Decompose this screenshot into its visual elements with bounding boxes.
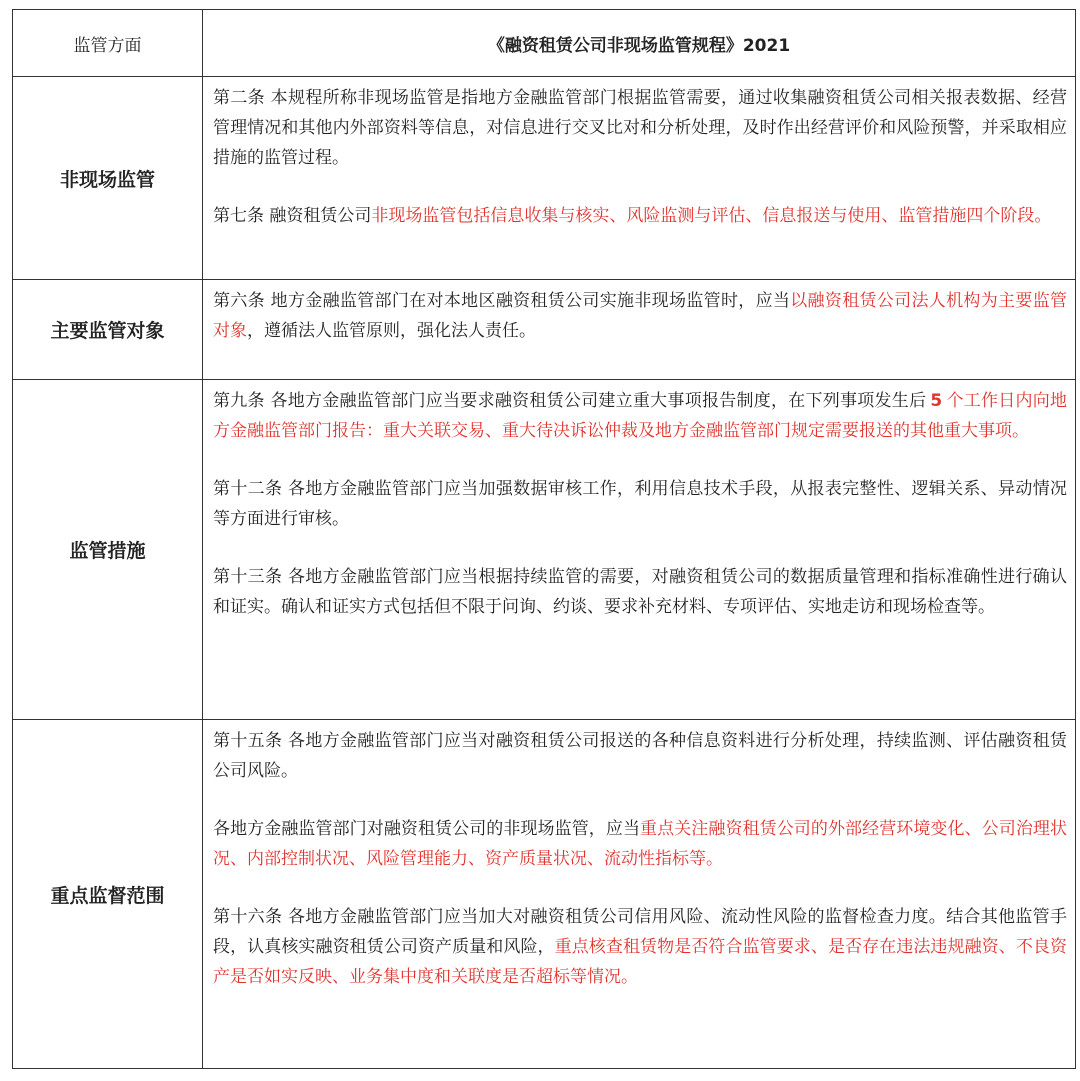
table-row <box>13 77 1076 280</box>
aspect-column-header: 监管方面 <box>13 10 203 77</box>
provision-text: 第十五条 各地方金融监管部门应当对融资租赁公司报送的各种信息资料进行分析处理，持续监测、评估融资租赁公司风险。 <box>213 731 1067 781</box>
aspect-label: 主要监管对象 <box>13 280 203 380</box>
provision-paragraph <box>213 286 1067 346</box>
regulation-table-wrapper <box>12 9 1075 1067</box>
highlighted-text: 以融资租赁公司法人机构为主要监管对象 <box>213 291 1068 341</box>
provision-paragraph <box>213 562 1067 622</box>
provision-text: 各地方金融监管部门对融资租赁公司的非现场监管，应当 <box>213 819 641 839</box>
provision-text: 第十三条 各地方金融监管部门应当根据持续监管的需要，对融资租赁公司的数据质量管理和指标准确性进行确认和证实。确认和证实方式包括但不限于问询、约谈、要求补充材料、专项评估、实地走访和现场检查等。 <box>213 567 1067 617</box>
provision-text: 第二条 本规程所称非现场监管是指地方金融监管部门根据监管需要，通过收集融资租赁公司相关报表数据、经营管理情况和其他内外部资料等信息，对信息进行交叉比对和分析处理，及时作出经营评价和风险预警，并采取相应措施的监管过程。 <box>213 88 1067 168</box>
provision-text: 第十二条 各地方金融监管部门应当加强数据审核工作，利用信息技术手段，从报表完整性、逻辑关系、异动情况等方面进行审核。 <box>213 479 1067 529</box>
aspect-label: 监管措施 <box>13 380 203 720</box>
highlighted-text: 重点关注融资租赁公司的外部经营环境变化、公司治理状况、内部控制状况、风险管理能力、资产质量状况、流动性指标等。 <box>213 819 1068 869</box>
aspect-label: 非现场监管 <box>13 77 203 280</box>
provision-text: 第十六条 各地方金融监管部门应当加大对融资租赁公司信用风险、流动性风险的监督检查力度。结合其他监管手段，认真核实融资租赁公司资产质量和风险， <box>213 907 1067 957</box>
paragraph-gap <box>213 446 1067 474</box>
highlighted-text: 重点核查租赁物是否符合监管要求、是否存在违法违规融资、不良资产是否如实反映、业务集中度和关联度是否超标等情况。 <box>213 937 1068 987</box>
highlighted-text: 个工作日内向地方金融监管部门报告：重大关联交易、重大待决诉讼仲裁及地方金融监管部门规定需要报送的其他重大事项。 <box>213 391 1068 441</box>
provision-cell <box>203 380 1076 720</box>
regulation-table <box>12 9 1076 1069</box>
aspect-label: 重点监督范围 <box>13 720 203 1069</box>
table-row <box>13 720 1076 1069</box>
paragraph-gap <box>213 786 1067 814</box>
table-row <box>13 380 1076 720</box>
provision-paragraph <box>213 201 1067 231</box>
provision-text: 第七条 融资租赁公司 <box>213 206 372 226</box>
provision-paragraph <box>213 814 1067 874</box>
table-header-row <box>13 10 1076 77</box>
paragraph-gap <box>213 874 1067 902</box>
provision-cell <box>203 77 1076 280</box>
paragraph-gap <box>213 534 1067 562</box>
regulation-title-header: 《融资租赁公司非现场监管规程》2021 <box>203 10 1076 77</box>
table-row <box>13 280 1076 380</box>
provision-paragraph <box>213 726 1067 786</box>
paragraph-gap <box>213 173 1067 201</box>
provision-paragraph <box>213 474 1067 534</box>
provision-cell <box>203 720 1076 1069</box>
provision-paragraph <box>213 902 1067 992</box>
highlighted-text: 5 <box>930 391 943 411</box>
highlighted-text: 非现场监管包括信息收集与核实、风险监测与评估、信息报送与使用、监管措施四个阶段。 <box>371 206 1052 226</box>
provision-paragraph <box>213 386 1067 446</box>
provision-paragraph <box>213 83 1067 173</box>
provision-text: ，遵循法人监管原则，强化法人责任。 <box>247 321 536 341</box>
provision-text: 第六条 地方金融监管部门在对本地区融资租赁公司实施非现场监管时，应当 <box>213 291 791 311</box>
provision-text: 第九条 各地方金融监管部门应当要求融资租赁公司建立重大事项报告制度，在下列事项发生后 <box>213 391 927 411</box>
provision-cell <box>203 280 1076 380</box>
